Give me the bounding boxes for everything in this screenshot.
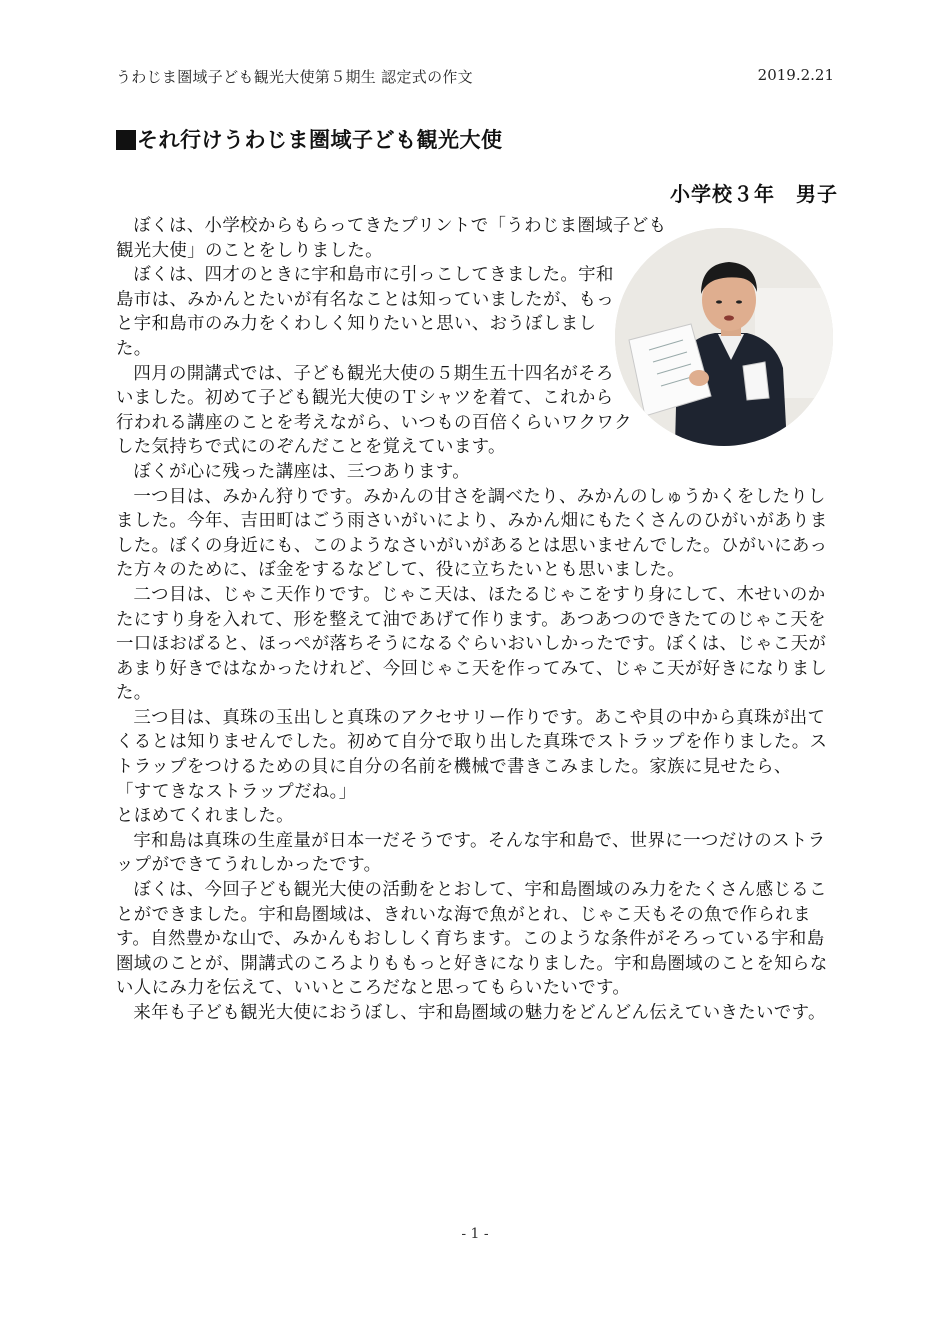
paragraph: 四月の開講式では、子ども観光大使の５期生五十四名がそろいました。初めて子ども観光大使のＴシャツを着て、これから行われる講座のことを考えながら、いつもの百倍くらいワクワクした気持ちで式にのぞんだことを覚えています。 [116,363,632,458]
essay-body [116,214,836,1026]
paragraph: 二つ目は、じゃこ天作りです。じゃこ天は、ほたるじゃこをすり身にして、木せいのかたにすり身を入れて、形を整えて油であげて作ります。あつあつのできたてのじゃこ天を一口ほおばると、ほっぺが落ちそうになるぐらいおいしかったです。ぼくは、じゃこ天があまり好きではなかったけれど、今回じゃこ天を作ってみて、じゃこ天が好きになりました。 [116,584,828,704]
paragraph: 三つ目は、真珠の玉出しと真珠のアクセサリー作りです。あこや貝の中から真珠が出てくるとは知りませんでした。初めて自分で取り出した真珠でストラップを作りました。ストラップをつけるための貝に自分の名前を機械で書きこみました。家族に見せたら、 [116,707,828,778]
photo-text-wrap-spacer [600,214,836,478]
document-date: 2019.2.21 [757,66,834,84]
author-line: 小学校３年 男子 [670,182,838,206]
quote-line: 「すてきなストラップだね。」 [116,781,357,802]
paragraph: とほめてくれました。 [116,806,294,827]
paragraph: 来年も子ども観光大使におうぼし、宇和島圏域の魅力をどんどん伝えていきたいです。 [133,1003,826,1023]
paragraph: ぼくは、小学校からもらってきたプリントで「うわじま圏域子ども観光大使」のことをしりました。 [116,216,667,261]
essay-title [116,124,503,154]
paragraph: 一つ目は、みかん狩りです。みかんの甘さを調べたり、みかんのしゅうかくをしたりしました。今年、吉田町はごう雨さいがいにより、みかん畑にもたくさんのひがいがありました。ぼくの身近にも、このようなさいがいがあるとは思いませんでした。ひがいにあった方々のために、ぼ金をするなどして、役に立ちたいとも思いました。 [116,486,828,581]
paragraph: 宇和島は真珠の生産量が日本一だそうです。そんな宇和島で、世界に一つだけのストラップができてうれしかったです。 [116,830,826,876]
paragraph: ぼくは、四才のときに宇和島市に引っこしてきました。宇和島市は、みかんとたいが有名なことは知っていましたが、もっと宇和島市のみ力をくわしく知りたいと思い、おうぼしました。 [116,265,615,359]
essay-title-text: それ行けうわじま圏域子ども観光大使 [137,128,503,152]
paragraph: ぼくは、今回子ども観光大使の活動をとおして、宇和島圏域のみ力をたくさん感じることができました。宇和島圏域は、きれいな海で魚がとれ、じゃこ天もその魚で作られます。自然豊かな山で、みかんもおししく育ちます。このような条件がそろっている宇和島圏域のことが、開講式のころよりももっと好きになりました。宇和島圏域のことを知らない人にみ力を伝えて、いいところだなと思ってもらいたいです。 [116,880,828,999]
document-header-title: うわじま圏域子ども観光大使第５期生 認定式の作文 [116,68,473,86]
square-bullet-icon [116,130,136,150]
page-number: - 1 - [461,1226,489,1242]
paragraph: ぼくが心に残った講座は、三つあります。 [133,461,471,482]
